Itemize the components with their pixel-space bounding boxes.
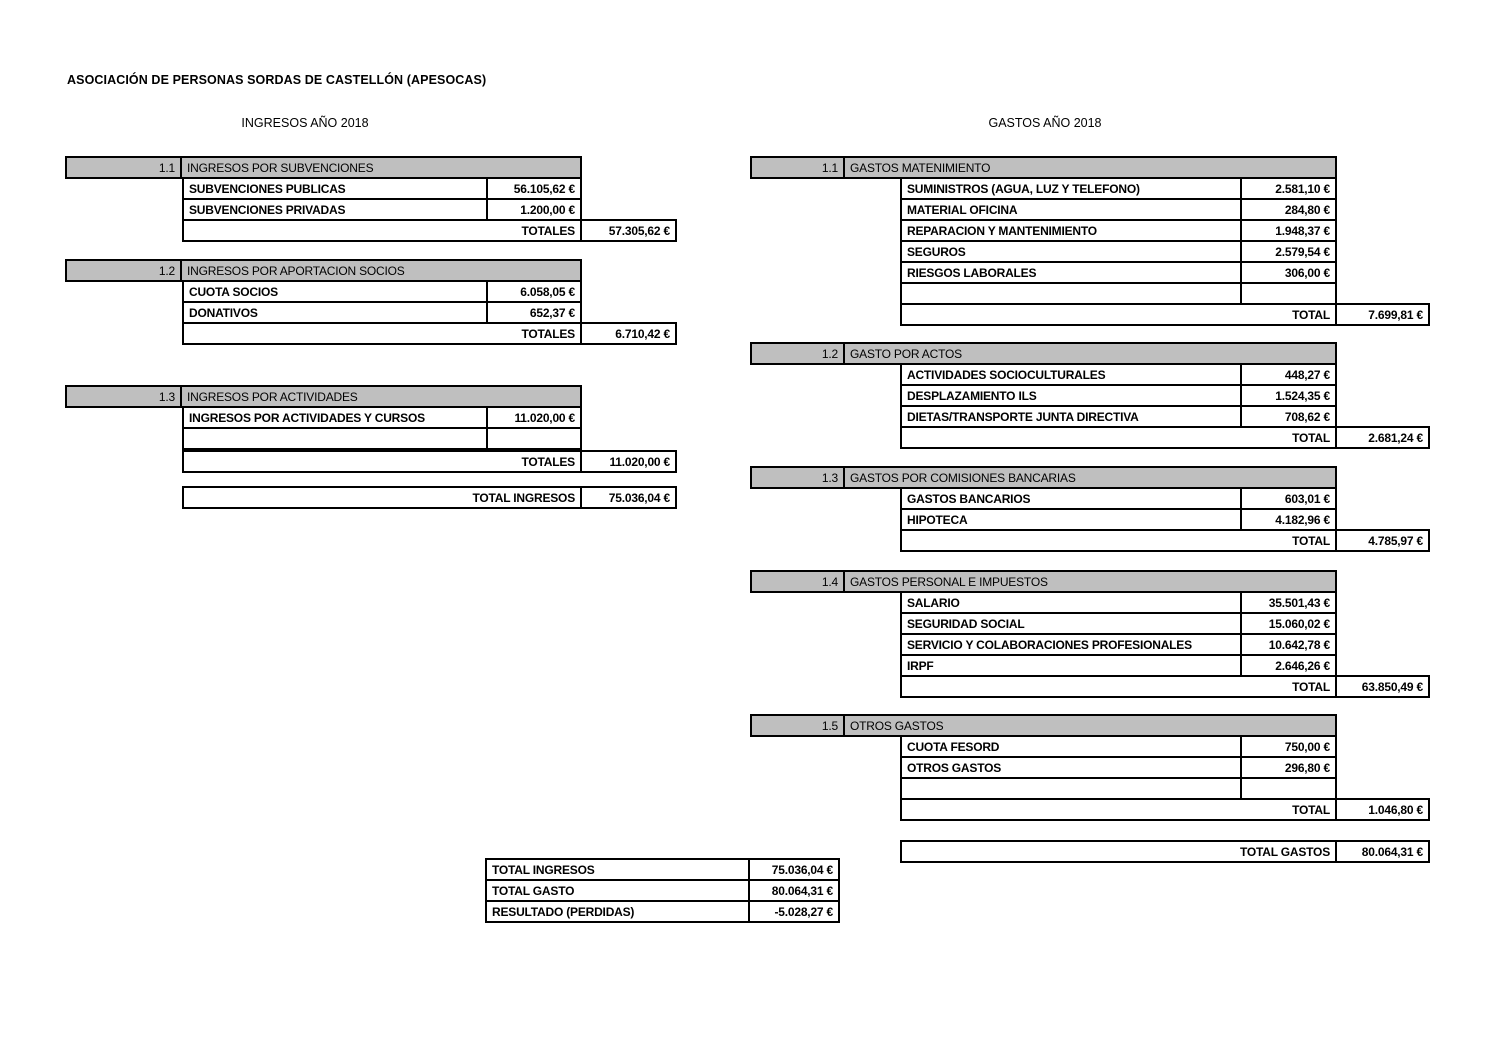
row-value: 284,80 € <box>1240 198 1337 221</box>
table-row-empty <box>900 282 1337 305</box>
row-value <box>1240 282 1337 305</box>
section-title: GASTOS MATENIMIENTO <box>843 156 1337 179</box>
section-title: INGRESOS POR SUBVENCIONES <box>180 156 582 179</box>
section-number: 1.3 <box>65 385 182 408</box>
table-row <box>900 261 1337 284</box>
row-value: 2.646,26 € <box>1240 654 1337 677</box>
table-row <box>900 240 1337 263</box>
table-row <box>900 384 1337 407</box>
row-value: 708,62 € <box>1240 405 1337 428</box>
section-number: 1.1 <box>65 156 182 179</box>
table-row-empty <box>182 427 582 450</box>
row-value: 1.524,35 € <box>1240 384 1337 407</box>
row-label: DESPLAZAMIENTO ILS <box>900 384 1242 407</box>
table-row <box>182 301 582 324</box>
section-total-row <box>182 450 677 473</box>
table-row <box>182 177 582 200</box>
table-row-empty <box>900 777 1337 800</box>
section-number: 1.1 <box>750 156 845 179</box>
table-row <box>182 406 582 429</box>
section-number: 1.4 <box>750 570 845 593</box>
row-label: DONATIVOS <box>182 301 488 324</box>
table-row <box>900 405 1337 428</box>
row-value <box>486 427 582 450</box>
gastos-section-1-header <box>750 156 1337 179</box>
section-title: INGRESOS POR ACTIVIDADES <box>180 385 582 408</box>
row-value: 448,27 € <box>1240 363 1337 386</box>
row-label: OTROS GASTOS <box>900 756 1242 779</box>
row-value: 2.581,10 € <box>1240 177 1337 200</box>
section-title: OTROS GASTOS <box>843 714 1337 737</box>
row-label: SALARIO <box>900 591 1242 614</box>
row-value: 10.642,78 € <box>1240 633 1337 656</box>
section-title: GASTOS POR COMISIONES BANCARIAS <box>843 466 1337 489</box>
row-label: ACTIVIDADES SOCIOCULTURALES <box>900 363 1242 386</box>
row-label <box>182 427 488 450</box>
summary-row-total-ingresos <box>485 858 840 881</box>
row-value: 652,37 € <box>486 301 582 324</box>
row-value: 1.948,37 € <box>1240 219 1337 242</box>
table-row <box>900 198 1337 221</box>
table-row <box>900 219 1337 242</box>
table-row <box>182 280 582 303</box>
row-label: SEGUROS <box>900 240 1242 263</box>
row-value: 6.058,05 € <box>486 280 582 303</box>
gastos-section-5-header <box>750 714 1337 737</box>
row-value: 750,00 € <box>1240 735 1337 758</box>
summary-value: 80.064,31 € <box>748 879 840 902</box>
row-label: SERVICIO Y COLABORACIONES PROFESIONALES <box>900 633 1242 656</box>
total-label: TOTAL <box>900 529 1337 552</box>
section-total-row <box>182 322 677 345</box>
row-label: DIETAS/TRANSPORTE JUNTA DIRECTIVA <box>900 405 1242 428</box>
gastos-section-2-header <box>750 342 1337 365</box>
row-label: MATERIAL OFICINA <box>900 198 1242 221</box>
total-label: TOTAL <box>900 675 1337 698</box>
summary-value: -5.028,27 € <box>748 900 840 923</box>
section-total-row <box>182 219 677 242</box>
grand-total-label: TOTAL GASTOS <box>900 840 1337 863</box>
table-row <box>900 487 1337 510</box>
grand-total-value: 75.036,04 € <box>580 486 677 509</box>
ingresos-grand-total-row <box>182 486 677 509</box>
table-row <box>900 756 1337 779</box>
row-value: 35.501,43 € <box>1240 591 1337 614</box>
row-label: HIPOTECA <box>900 508 1242 531</box>
total-label: TOTAL <box>900 303 1337 326</box>
row-value: 306,00 € <box>1240 261 1337 284</box>
row-value: 15.060,02 € <box>1240 612 1337 635</box>
row-value: 2.579,54 € <box>1240 240 1337 263</box>
total-label: TOTALES <box>182 450 582 473</box>
table-row <box>900 363 1337 386</box>
row-label: SEGURIDAD SOCIAL <box>900 612 1242 635</box>
summary-row-total-gasto <box>485 879 840 902</box>
row-value: 11.020,00 € <box>486 406 582 429</box>
section-total-row <box>900 303 1430 326</box>
row-label <box>900 282 1242 305</box>
total-label: TOTALES <box>182 322 582 345</box>
ingresos-section-1-header <box>65 156 582 179</box>
summary-label: TOTAL INGRESOS <box>485 858 750 881</box>
row-value: 296,80 € <box>1240 756 1337 779</box>
row-label: REPARACION Y MANTENIMIENTO <box>900 219 1242 242</box>
row-label: CUOTA FESORD <box>900 735 1242 758</box>
row-label: INGRESOS POR ACTIVIDADES Y CURSOS <box>182 406 488 429</box>
row-value: 56.105,62 € <box>486 177 582 200</box>
ingresos-heading: INGRESOS AÑO 2018 <box>241 116 369 130</box>
summary-value: 75.036,04 € <box>748 858 840 881</box>
ingresos-section-3-header <box>65 385 582 408</box>
table-row <box>900 591 1337 614</box>
total-value: 11.020,00 € <box>580 450 677 473</box>
summary-row-resultado <box>485 900 840 923</box>
table-row <box>900 612 1337 635</box>
ingresos-section-2-header <box>65 259 582 282</box>
total-label: TOTAL <box>900 426 1337 449</box>
section-total-row <box>900 798 1430 821</box>
total-value: 4.785,97 € <box>1335 529 1430 552</box>
total-value: 7.699,81 € <box>1335 303 1430 326</box>
total-value: 2.681,24 € <box>1335 426 1430 449</box>
total-value: 1.046,80 € <box>1335 798 1430 821</box>
row-value: 1.200,00 € <box>486 198 582 221</box>
table-row <box>900 508 1337 531</box>
row-label: SUMINISTROS (AGUA, LUZ Y TELEFONO) <box>900 177 1242 200</box>
section-number: 1.5 <box>750 714 845 737</box>
section-title: INGRESOS POR APORTACION SOCIOS <box>180 259 582 282</box>
row-label <box>900 777 1242 800</box>
row-label: GASTOS BANCARIOS <box>900 487 1242 510</box>
total-value: 57.305,62 € <box>580 219 677 242</box>
table-row <box>900 177 1337 200</box>
table-row <box>900 633 1337 656</box>
row-value <box>1240 777 1337 800</box>
summary-label: TOTAL GASTO <box>485 879 750 902</box>
section-number: 1.2 <box>750 342 845 365</box>
row-label: SUBVENCIONES PRIVADAS <box>182 198 488 221</box>
table-row <box>182 198 582 221</box>
total-value: 6.710,42 € <box>580 322 677 345</box>
grand-total-value: 80.064,31 € <box>1335 840 1430 863</box>
total-label: TOTALES <box>182 219 582 242</box>
section-total-row <box>900 529 1430 552</box>
summary-label: RESULTADO (PERDIDAS) <box>485 900 750 923</box>
row-label: IRPF <box>900 654 1242 677</box>
table-row <box>900 735 1337 758</box>
row-value: 4.182,96 € <box>1240 508 1337 531</box>
section-number: 1.2 <box>65 259 182 282</box>
gastos-grand-total-row <box>900 840 1430 863</box>
section-title: GASTOS PERSONAL E IMPUESTOS <box>843 570 1337 593</box>
gastos-section-3-header <box>750 466 1337 489</box>
section-total-row <box>900 426 1430 449</box>
row-label: SUBVENCIONES PUBLICAS <box>182 177 488 200</box>
total-value: 63.850,49 € <box>1335 675 1430 698</box>
table-row <box>900 654 1337 677</box>
document-title: ASOCIACIÓN DE PERSONAS SORDAS DE CASTELLÓN (APESOCAS) <box>67 73 487 87</box>
section-total-row <box>900 675 1430 698</box>
grand-total-label: TOTAL INGRESOS <box>182 486 582 509</box>
row-value: 603,01 € <box>1240 487 1337 510</box>
gastos-heading: GASTOS AÑO 2018 <box>988 116 1102 130</box>
row-label: CUOTA SOCIOS <box>182 280 488 303</box>
section-title: GASTO POR ACTOS <box>843 342 1337 365</box>
gastos-section-4-header <box>750 570 1337 593</box>
row-label: RIESGOS LABORALES <box>900 261 1242 284</box>
total-label: TOTAL <box>900 798 1337 821</box>
section-number: 1.3 <box>750 466 845 489</box>
